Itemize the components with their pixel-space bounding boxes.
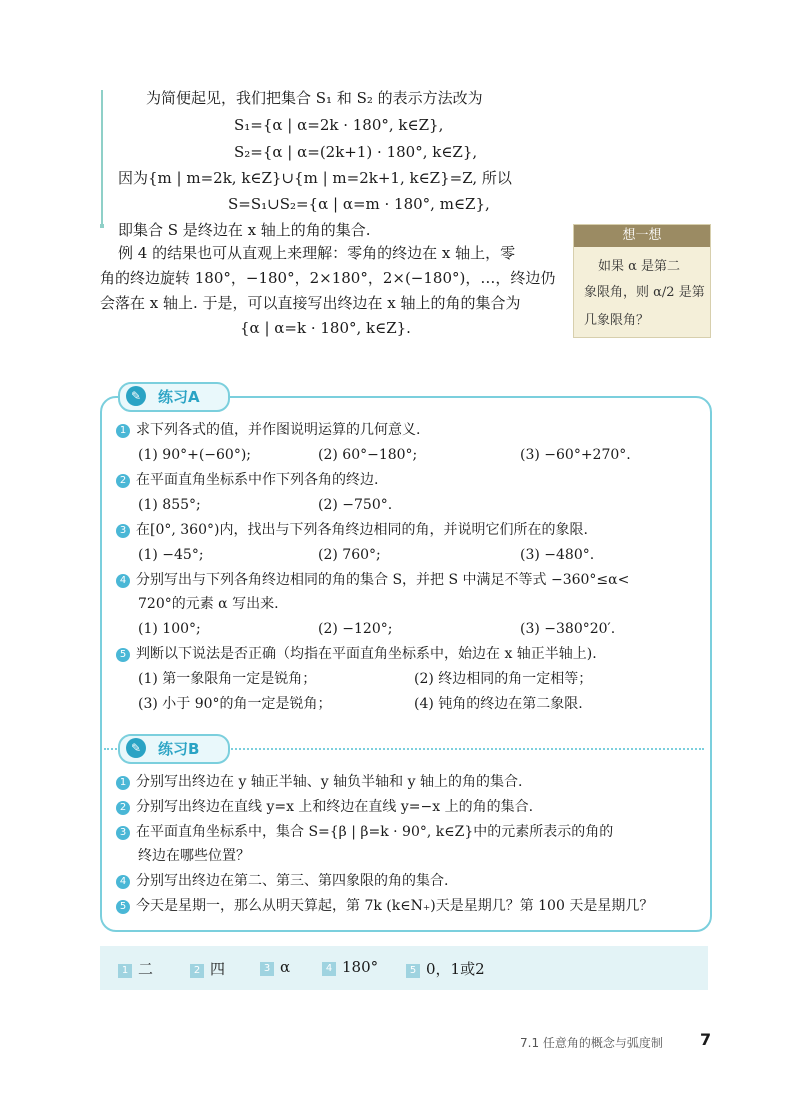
answer-4 (322, 958, 378, 976)
exercise-b-label: 练习B (158, 740, 200, 758)
answer-number: 1 (118, 964, 132, 978)
question-text: 在平面直角坐标系中作下列各角的终边. (136, 472, 379, 488)
question-text: 分别写出终边在 y 轴正半轴、y 轴负半轴和 y 轴上的角的集合. (136, 774, 523, 790)
pencil-icon: ✎ (126, 738, 146, 758)
text-line-1: 为简便起见，我们把集合 S₁ 和 S₂ 的表示方法改为 (146, 89, 483, 107)
text-line-8: 角的终边旋转 180°，−180°，2×180°，2×(−180°)，…，终边仍 (100, 269, 556, 287)
answer-1 (118, 958, 153, 979)
exercise-a-q1-a: (1) 90°+(−60°); (138, 447, 252, 463)
think-box-line-1: 如果 α 是第二 (598, 259, 681, 274)
exercise-a-q4-cont: 720°的元素 α 写出来. (138, 596, 279, 612)
exercise-b-q4 (116, 871, 448, 891)
answer-number: 4 (322, 962, 336, 976)
exercise-b-tab (118, 734, 230, 764)
page-number: 7 (700, 1030, 712, 1049)
question-text: 分别写出终边在第二、第三、第四象限的角的集合. (136, 873, 449, 889)
number-badge: 4 (116, 875, 130, 889)
text-line-7: 例 4 的结果也可从直观上来理解：零角的终边在 x 轴上，零 (118, 244, 516, 262)
answer-number: 3 (260, 962, 274, 976)
answer-text: α (280, 958, 291, 976)
margin-bar (101, 90, 103, 225)
exercise-a-label: 练习A (158, 388, 200, 406)
margin-bar-dot (100, 224, 104, 228)
think-box-title: 想一想 (574, 225, 710, 247)
think-box-line-2: 象限角，则 α/2 是第 (584, 285, 705, 300)
exercise-a-q4 (116, 570, 629, 590)
number-badge: 1 (116, 776, 130, 790)
number-badge: 2 (116, 801, 130, 815)
question-text: 判断以下说法是否正确（均指在平面直角坐标系中，始边在 x 轴正半轴上). (136, 646, 597, 662)
exercise-a-q4-c: (3) −380°20′. (520, 621, 616, 637)
question-text: 在平面直角坐标系中，集合 S={β | β=k · 90°, k∈Z}中的元素所表示的角的 (136, 824, 614, 840)
number-badge: 1 (116, 424, 130, 438)
formula-s1: S₁={α | α=2k · 180°, k∈Z}, (234, 116, 444, 134)
number-badge: 3 (116, 826, 130, 840)
answer-3 (260, 958, 290, 976)
exercise-a-q3-b: (2) 760°; (318, 547, 381, 563)
exercise-a-q2 (116, 470, 378, 490)
question-text: 求下列各式的值，并作图说明运算的几何意义. (136, 422, 421, 438)
text-line-6: 即集合 S 是终边在 x 轴上的角的集合. (118, 221, 371, 239)
exercise-b-q2 (116, 797, 533, 817)
exercise-a-q3 (116, 520, 588, 540)
think-box (573, 224, 711, 338)
number-badge: 3 (116, 524, 130, 538)
exercise-b-q1 (116, 772, 522, 792)
answer-number: 5 (406, 964, 420, 978)
answer-text: 0，1或2 (426, 960, 485, 978)
exercise-a-q4-b: (2) −120°; (318, 621, 393, 637)
exercise-a-q4-a: (1) 100°; (138, 621, 201, 637)
formula-s2: S₂={α | α=(2k+1) · 180°, k∈Z}, (234, 143, 478, 161)
formula-s: S=S₁∪S₂={α | α=m · 180°, m∈Z}, (228, 195, 490, 213)
formula-result: {α | α=k · 180°, k∈Z}. (240, 319, 411, 337)
number-badge: 4 (116, 574, 130, 588)
text-line-9: 会落在 x 轴上. 于是，可以直接写出终边在 x 轴上的角的集合为 (100, 294, 521, 312)
answer-5 (406, 958, 485, 979)
answer-text: 180° (342, 958, 379, 976)
question-text: 分别写出与下列各角终边相同的角的集合 S，并把 S 中满足不等式 −360°≤α< (136, 572, 630, 588)
exercise-a-q3-a: (1) −45°; (138, 547, 204, 563)
answer-number: 2 (190, 964, 204, 978)
question-text: 分别写出终边在直线 y=x 上和终边在直线 y=−x 上的角的集合. (136, 799, 534, 815)
exercise-a-q5-b: (2) 终边相同的角一定相等； (414, 671, 593, 687)
number-badge: 2 (116, 474, 130, 488)
exercise-b-q3-cont: 终边在哪些位置？ (138, 848, 250, 864)
number-badge: 5 (116, 900, 130, 914)
text-line-4: 因为{m | m=2k, k∈Z}∪{m | m=2k+1, k∈Z}=Z, 所以 (118, 169, 512, 187)
answer-2 (190, 958, 225, 979)
exercise-b-q3 (116, 822, 613, 842)
exercise-a-tab (118, 382, 230, 412)
pencil-icon: ✎ (126, 386, 146, 406)
number-badge: 5 (116, 648, 130, 662)
exercise-a-q5-c: (3) 小于 90°的角一定是锐角； (138, 696, 332, 712)
exercise-a-q1-b: (2) 60°−180°; (318, 447, 418, 463)
exercise-b-q5 (116, 896, 653, 916)
answer-text: 四 (210, 960, 226, 978)
exercise-a-q2-b: (2) −750°. (318, 497, 393, 513)
think-box-line-3: 几象限角？ (584, 313, 650, 328)
question-text: 今天是星期一，那么从明天算起，第 7k (k∈N₊)天是星期几？第 100 天是星期几？ (136, 898, 654, 914)
exercise-a-q3-c: (3) −480°. (520, 547, 595, 563)
exercise-a-q1-c: (3) −60°+270°. (520, 447, 631, 463)
exercise-a-q5-d: (4) 钝角的终边在第二象限. (414, 696, 583, 712)
question-text: 在[0°, 360°)内，找出与下列各角终边相同的角，并说明它们所在的象限. (136, 522, 588, 538)
section-footer: 7.1 任意角的概念与弧度制 (520, 1036, 663, 1050)
exercise-a-q5-a: (1) 第一象限角一定是锐角； (138, 671, 317, 687)
exercise-a-q2-a: (1) 855°; (138, 497, 201, 513)
answer-text: 二 (138, 960, 154, 978)
exercise-a-q5 (116, 644, 597, 664)
exercise-a-q1 (116, 420, 420, 440)
